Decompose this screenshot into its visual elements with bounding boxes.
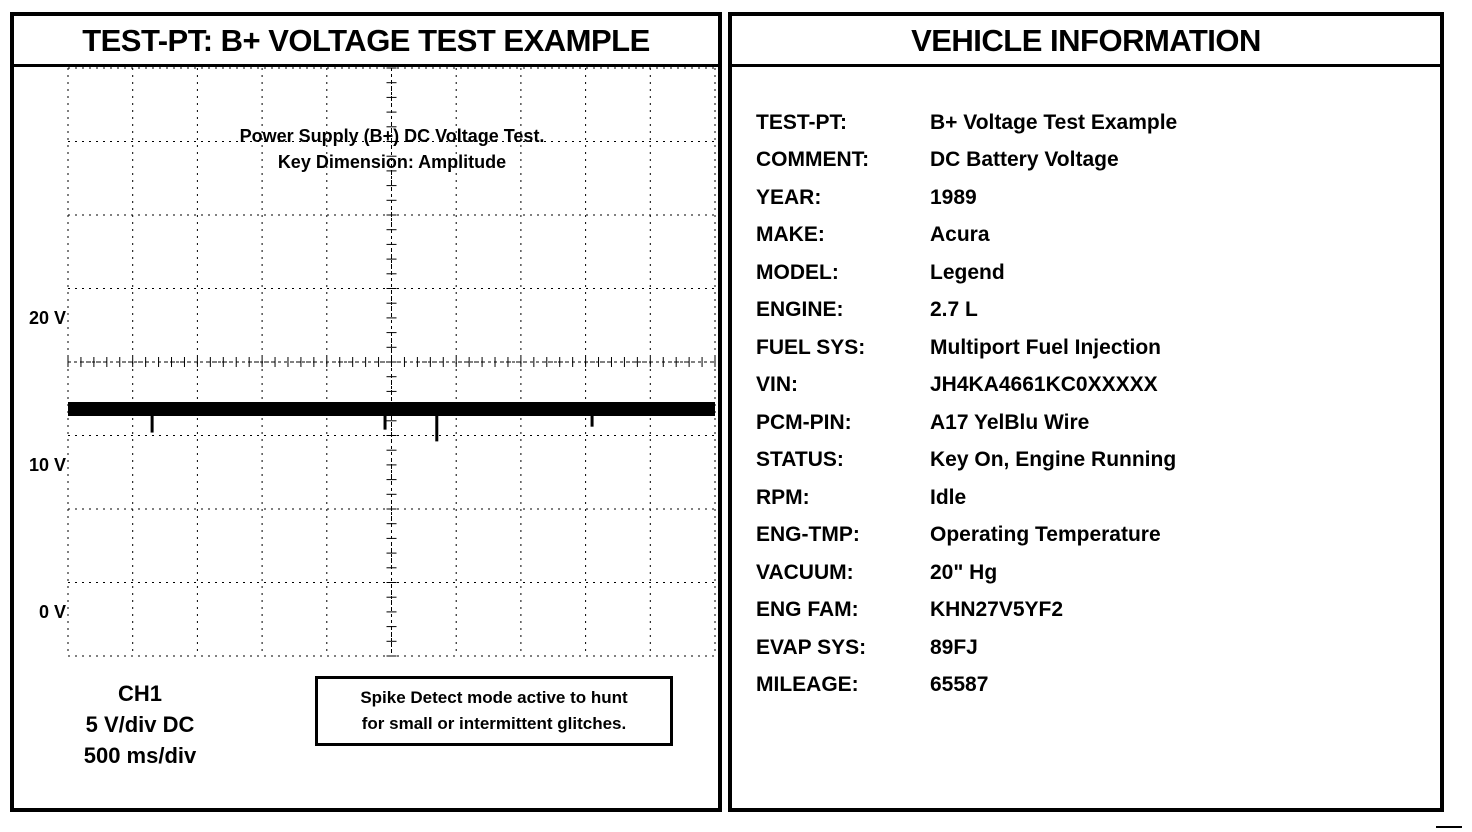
info-value: 1989 [930,185,977,209]
info-label: MILEAGE: [756,673,859,697]
y-tick-label: 0 V [38,601,66,622]
scope-panel-title: TEST-PT: B+ VOLTAGE TEST EXAMPLE [14,16,718,67]
info-row [756,479,1177,517]
info-label: PCM-PIN: [756,410,852,434]
info-row [756,442,1177,480]
info-label: ENG FAM: [756,598,859,622]
info-row [756,179,1177,217]
spike-detect-note [315,676,673,746]
info-value: 65587 [930,673,989,697]
time-per-div: 500 ms/div [83,743,197,768]
info-row [756,592,1177,630]
note-line1: Spike Detect mode active to hunt [360,688,628,707]
vehicle-info-title: VEHICLE INFORMATION [732,16,1440,67]
info-label: RPM: [756,485,810,509]
info-row [756,104,1177,142]
info-row [756,329,1177,367]
info-label: ENG-TMP: [756,523,860,547]
vehicle-info-panel [728,12,1444,812]
info-row [756,142,1177,180]
info-label: TEST-PT: [756,110,848,134]
y-tick-label: 10 V [28,454,66,475]
channel-settings [50,678,230,771]
info-label: MAKE: [756,223,825,247]
chart-annotation-line2: Key Dimension: Amplitude [277,152,507,172]
info-row [756,517,1177,555]
info-value: Key On, Engine Running [930,448,1177,472]
corner-mark [1436,826,1462,828]
info-value: 2.7 L [930,298,978,322]
info-value: JH4KA4661KC0XXXXX [930,373,1158,397]
info-row [756,629,1177,667]
chart-annotation-line1: Power Supply (B+) DC Voltage Test. [239,126,545,146]
info-label: VACUUM: [756,560,854,584]
info-value: DC Battery Voltage [930,148,1119,172]
info-value: A17 YelBlu Wire [930,410,1090,434]
info-value: Multiport Fuel Injection [930,335,1161,359]
info-row [756,404,1177,442]
info-value: Acura [930,223,990,247]
info-label: ENGINE: [756,298,844,322]
info-label: FUEL SYS: [756,335,866,359]
channel-label: CH1 [117,681,162,706]
info-row [756,554,1177,592]
info-value: Legend [930,260,1005,284]
info-label: STATUS: [756,448,844,472]
info-value: 89FJ [930,635,978,659]
info-value: B+ Voltage Test Example [930,110,1178,134]
info-label: MODEL: [756,260,839,284]
vehicle-info-table [756,104,1177,704]
note-line2: for small or intermittent glitches. [361,714,627,733]
info-value: 20" Hg [930,560,998,584]
info-label: EVAP SYS: [756,635,867,659]
info-label: COMMENT: [756,148,870,172]
info-label: VIN: [756,373,798,397]
info-row [756,217,1177,255]
volts-per-div: 5 V/div DC [85,712,195,737]
info-row [756,254,1177,292]
info-row [756,292,1177,330]
y-tick-label: 20 V [28,307,66,328]
info-label: YEAR: [756,185,822,209]
info-value: Idle [930,485,967,509]
info-row [756,667,1177,705]
info-value: Operating Temperature [930,523,1161,547]
info-row [756,367,1177,405]
info-value: KHN27V5YF2 [930,598,1064,622]
